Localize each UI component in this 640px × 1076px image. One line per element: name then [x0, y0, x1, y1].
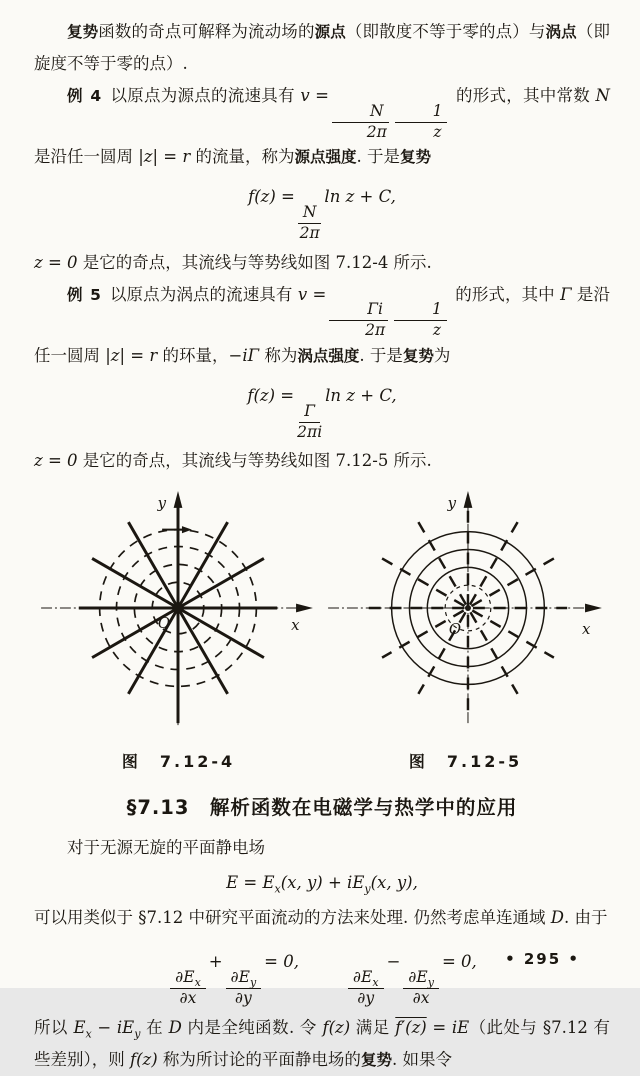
- fig4-caption: 图 7.12-4: [121, 752, 236, 772]
- formula-e-field: $E = E_x(x$, $y) + iE_y(x$, y),: [226, 873, 418, 896]
- term-complex-potential: 复势: [400, 148, 432, 167]
- plus-operator: +: [208, 952, 223, 972]
- term-source-point: 源点: [314, 23, 346, 41]
- section-paragraph-2: [34, 902, 610, 934]
- equals-zero: = 0,: [264, 952, 299, 972]
- var-E: E: [457, 1017, 470, 1037]
- origin-dot: [465, 605, 471, 611]
- origin-dot: [174, 604, 183, 613]
- fig5-caption: 图 7.12-5: [408, 752, 523, 772]
- figures-row: [34, 477, 610, 778]
- circle-arrow-head: [182, 526, 192, 533]
- equals-zero: = 0,: [441, 952, 477, 972]
- conjugate-f-prime-z: f′(z): [395, 1017, 427, 1037]
- example-5-label: 例 5: [67, 285, 102, 304]
- streamline-rays: [79, 507, 277, 723]
- subscript-x: x: [274, 882, 281, 896]
- intro-text-b: （即散度不等于零的点）与: [345, 22, 546, 41]
- section-p2-text-a: 可以用类似于 §7.12 中研究平面流动的方法来处理. 仍然考虑单连通域: [34, 908, 551, 928]
- intro-text-c: （即旋度不等于零的点）.: [34, 22, 610, 73]
- velocity-symbol: v =: [297, 284, 327, 304]
- fig5-x-axis-label: x: [582, 620, 591, 639]
- var-z-equals-0: z = 0: [34, 451, 78, 471]
- example-5-tail-f: 为: [433, 346, 451, 366]
- fig4-origin-label: O: [157, 614, 171, 633]
- section-p2-text-b: . 由于: [563, 908, 608, 928]
- fraction-gammai-2pi: $\frac{\Gamma i}{2\pi}$: [329, 301, 388, 340]
- y-axis-arrow: [174, 491, 183, 508]
- example-4-tail-c: 的流量，称为: [190, 147, 295, 167]
- fig5-origin-label: O: [448, 620, 462, 639]
- example-5-tail-d: 称为: [259, 346, 298, 366]
- intro-text-a: 函数的奇点可解释为流动场的: [98, 22, 315, 41]
- formula-rhs: ln z + C,: [325, 386, 397, 406]
- page-number: • 295 •: [505, 950, 580, 968]
- term-complex-potential: 复势: [402, 347, 434, 366]
- vortex-flow-diagram: [323, 485, 608, 735]
- formula-lhs: f(z) =: [247, 386, 295, 406]
- example-4-lead: 以原点为源点的流速具有: [110, 86, 301, 105]
- example-5-tail-a: 的形式，其中: [449, 284, 561, 304]
- fraction-dEx-dx: $\frac{\partial E_x}{\partial x}$: [170, 969, 206, 1008]
- example-5-note-text: 是它的奇点，其流线与等势线如图 7.12-5 所示.: [77, 451, 432, 471]
- fraction-N-2pi: $\frac{N}{2\pi}$: [332, 103, 389, 142]
- var-gamma: Γ: [560, 284, 572, 304]
- term-fushi: 复势: [67, 23, 99, 41]
- fraction-dEy-dx: $\frac{\partial E_y}{\partial x}$: [403, 969, 439, 1008]
- term-vortex-point: 涡点: [545, 23, 577, 41]
- term-complex-potential: 复势: [360, 1050, 392, 1069]
- example-5-paragraph: [34, 279, 610, 372]
- example-4-tail-a: 的形式，其中常数: [450, 86, 596, 105]
- figure-7-12-4: [36, 485, 321, 778]
- formula-source-potential: [34, 177, 610, 242]
- example-4-note: [34, 247, 610, 279]
- var-D: D: [550, 908, 564, 928]
- example-4-tail-b: 是沿任一圆周: [34, 147, 139, 167]
- equipotential-rays: [369, 511, 567, 719]
- var-abs-z-r: |z| = r: [105, 346, 158, 366]
- term-source-strength: 源点强度: [294, 148, 357, 167]
- example-5-lead: 以原点为涡点的流速具有: [109, 284, 298, 304]
- minus-operator: −: [386, 952, 401, 972]
- formula-vortex-potential: [34, 376, 610, 441]
- var-Ey: E: [122, 1017, 135, 1037]
- y-axis-arrow: [464, 491, 473, 508]
- velocity-symbol: v =: [300, 86, 329, 105]
- fig4-y-axis-label: y: [157, 494, 167, 513]
- var-z-equals-0: z = 0: [34, 252, 78, 272]
- figure-7-12-5: [323, 485, 608, 778]
- section-heading: §7.13 解析函数在电磁学与热学中的应用: [126, 796, 518, 820]
- var-fz: f(z): [130, 1049, 158, 1069]
- fig5-y-axis-label: y: [447, 494, 457, 513]
- x-axis-arrow: [296, 604, 313, 613]
- term-vortex-strength: 涡点强度: [297, 347, 360, 366]
- var-D: D: [168, 1017, 182, 1037]
- var-fz: f(z): [322, 1017, 351, 1037]
- example-5-tail-c: 的环量，: [157, 346, 229, 366]
- example-5-tail-e: . 于是: [359, 346, 403, 366]
- var-N: N: [595, 86, 610, 105]
- source-flow-diagram: [36, 485, 321, 735]
- fraction-N-2pi-display: $\frac{N}{2\pi}$: [299, 203, 320, 242]
- example-4-label: 例 4: [67, 87, 103, 105]
- var-Ex: E: [73, 1017, 86, 1037]
- section-paragraph-3: 所以 $E_x - iE_y$ 在 D 内是全纯函数. 令 f(z) 满足 f′(z) = iE（此处与 §7.12 有些差别），则 f(z) 称为所讨论的平面静电场的复势. 如果令: [34, 1017, 611, 1069]
- example-5-note: [34, 445, 610, 477]
- formula-rhs: ln z + C,: [324, 187, 396, 207]
- example-4-paragraph: [34, 80, 610, 173]
- var-abs-z-r: |z| = r: [138, 147, 191, 167]
- x-axis-arrow: [585, 604, 602, 613]
- example-4-tail-d: . 于是: [356, 147, 401, 167]
- example-4-note-text: 是它的奇点，其流线与等势线如图 7.12-4 所示.: [77, 252, 432, 272]
- fraction-gamma-2pii-display: $\frac{\Gamma}{2\pi i}$: [297, 401, 323, 441]
- intro-paragraph: [34, 16, 610, 80]
- fraction-dEx-dy: $\frac{\partial E_x}{\partial y}$: [348, 969, 384, 1008]
- example-5-tail-b: 是沿任一圆周: [34, 284, 610, 366]
- fraction-1-zbar: $\frac{1}{z}$: [394, 301, 447, 340]
- var-minus-i-gamma: −iΓ: [228, 346, 260, 366]
- section-paragraph-1: 对于无源无旋的平面静电场: [67, 838, 265, 858]
- formula-field-conditions: [34, 938, 610, 1007]
- formula-lhs: f(z) =: [248, 187, 295, 207]
- fig4-x-axis-label: x: [291, 616, 300, 635]
- fraction-dEy-dy: $\frac{\partial E_y}{\partial y}$: [226, 969, 262, 1008]
- fraction-1-zbar: $\frac{1}{z}$: [395, 103, 448, 142]
- subscript-y: y: [364, 882, 371, 896]
